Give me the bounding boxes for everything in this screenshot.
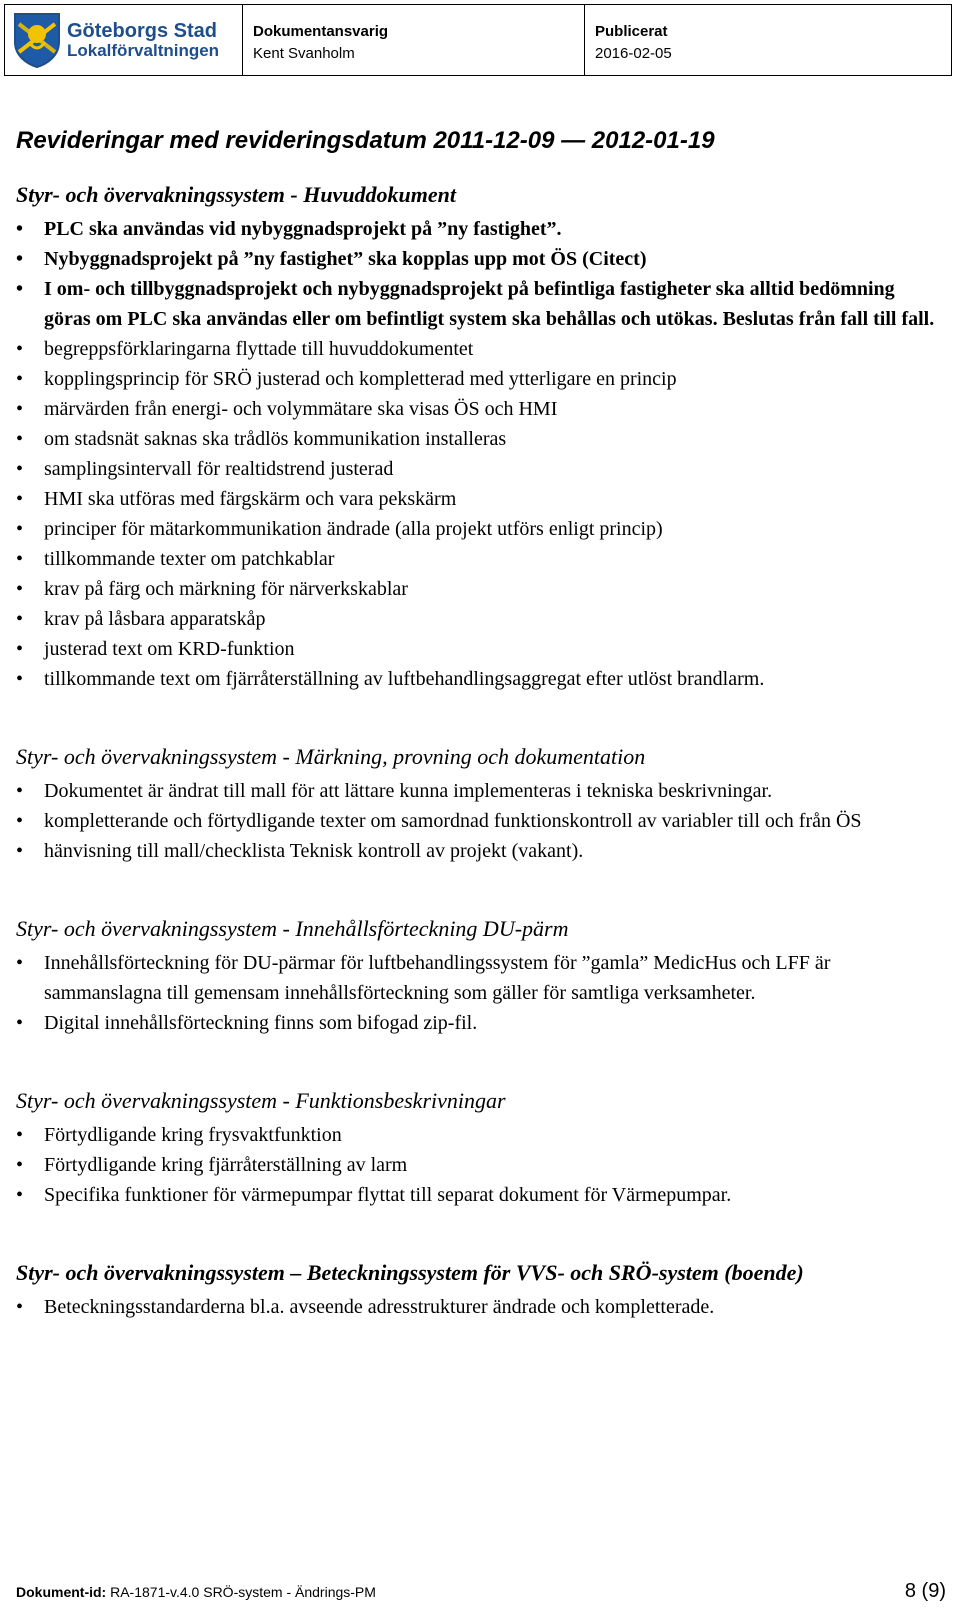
bullet-list	[16, 1120, 946, 1210]
list-item: • I om- och tillbyggnadsprojekt och nybyggnadsprojekt på befintliga fastigheter ska alltid bedömning göras om PLC ska användas eller om befintligt system ska behållas och utökas. Beslutas från fall till fall.	[44, 274, 946, 334]
list-item: • principer för mätarkommunikation ändrade (alla projekt utförs enligt princip)	[44, 514, 946, 544]
logo	[5, 5, 243, 75]
section-title: Styr- och övervakningssystem - Funktionsbeskrivningar	[16, 1088, 506, 1113]
page-number: 8 (9)	[904, 1580, 946, 1602]
list-item: • Innehållsförteckning för DU-pärmar för luftbehandlingssystem för ”gamla” MedicHus och LFF är sammanslagna till gemensam innehållsförteckning som gäller för samtliga verksamheter.	[44, 948, 946, 1008]
page-title: Revideringar med revideringsdatum 2011-12-09 — 2012-01-19	[16, 127, 715, 154]
list-item: • Specifika funktioner för värmepumpar flyttat till separat dokument för Värmepumpar.	[44, 1180, 946, 1210]
document-owner-value: Kent Svanholm	[253, 45, 355, 62]
list-item: • Digital innehållsförteckning finns som bifogad zip-fil.	[44, 1008, 946, 1038]
list-item: • Beteckningsstandarderna bl.a. avseende adresstrukturer ändrade och kompletterade.	[44, 1292, 946, 1322]
list-item: • tillkommande text om fjärråterställning av luftbehandlingsaggregat efter utlöst brandlarm.	[44, 664, 946, 694]
section-title: Styr- och övervakningssystem - Märkning, provning och dokumentation	[16, 744, 646, 769]
list-item: • tillkommande texter om patchkablar	[44, 544, 946, 574]
bullet-list	[16, 948, 946, 1038]
list-item: • hänvisning till mall/checklista Teknisk kontroll av projekt (vakant).	[44, 836, 946, 866]
list-item: • Nybyggnadsprojekt på ”ny fastighet” ska kopplas upp mot ÖS (Citect)	[44, 244, 946, 274]
bullet-list	[16, 1292, 946, 1322]
page-header	[4, 4, 952, 76]
logo-line-1: Göteborgs Stad	[67, 19, 218, 42]
published-value: 2016-02-05	[595, 45, 672, 62]
document-owner-label: Dokumentansvarig	[253, 23, 389, 40]
document-id-value: RA-1871-v.4.0 SRÖ-system - Ändrings-PM	[110, 1584, 376, 1600]
list-item: • samplingsintervall för realtidstrend justerad	[44, 454, 946, 484]
list-item: • märvärden från energi- och volymmätare ska visas ÖS och HMI	[44, 394, 946, 424]
list-item: • HMI ska utföras med färgskärm och vara pekskärm	[44, 484, 946, 514]
list-item: • krav på låsbara apparatskåp	[44, 604, 946, 634]
coat-of-arms-icon	[13, 12, 61, 68]
list-item: • Förtydligande kring frysvaktfunktion	[44, 1120, 946, 1150]
list-item: • om stadsnät saknas ska trådlös kommunikation installeras	[44, 424, 946, 454]
list-item: • Dokumentet är ändrat till mall för att lättare kunna implementeras i tekniska beskrivningar.	[44, 776, 946, 806]
document-body	[16, 126, 946, 1322]
list-item: • kopplingsprincip för SRÖ justerad och kompletterad med ytterligare en princip	[44, 364, 946, 394]
bullet-list	[16, 776, 946, 866]
list-item: • justerad text om KRD-funktion	[44, 634, 946, 664]
bullet-list	[16, 214, 946, 694]
published-label: Publicerat	[595, 23, 668, 40]
list-item: • kompletterande och förtydligande texter om samordnad funktionskontroll av variabler till och från ÖS	[44, 806, 946, 836]
logo-line-2: Lokalförvaltningen	[67, 40, 220, 60]
section-title: Styr- och övervakningssystem – Beteckningssystem för VVS- och SRÖ-system (boende)	[16, 1260, 804, 1285]
list-item: • PLC ska användas vid nybyggnadsprojekt på ”ny fastighet”.	[44, 214, 946, 244]
document-owner	[243, 5, 585, 75]
section-title: Styr- och övervakningssystem - Huvuddokument	[16, 182, 457, 207]
section-title: Styr- och övervakningssystem - Innehållsförteckning DU-pärm	[16, 916, 569, 941]
list-item: • krav på färg och märkning för närverkskablar	[44, 574, 946, 604]
document-id-label: Dokument-id:	[16, 1584, 107, 1600]
list-item: • begreppsförklaringarna flyttade till huvuddokumentet	[44, 334, 946, 364]
list-item: • Förtydligande kring fjärråterställning av larm	[44, 1150, 946, 1180]
published-date	[585, 5, 951, 75]
page-footer	[16, 1580, 946, 1602]
